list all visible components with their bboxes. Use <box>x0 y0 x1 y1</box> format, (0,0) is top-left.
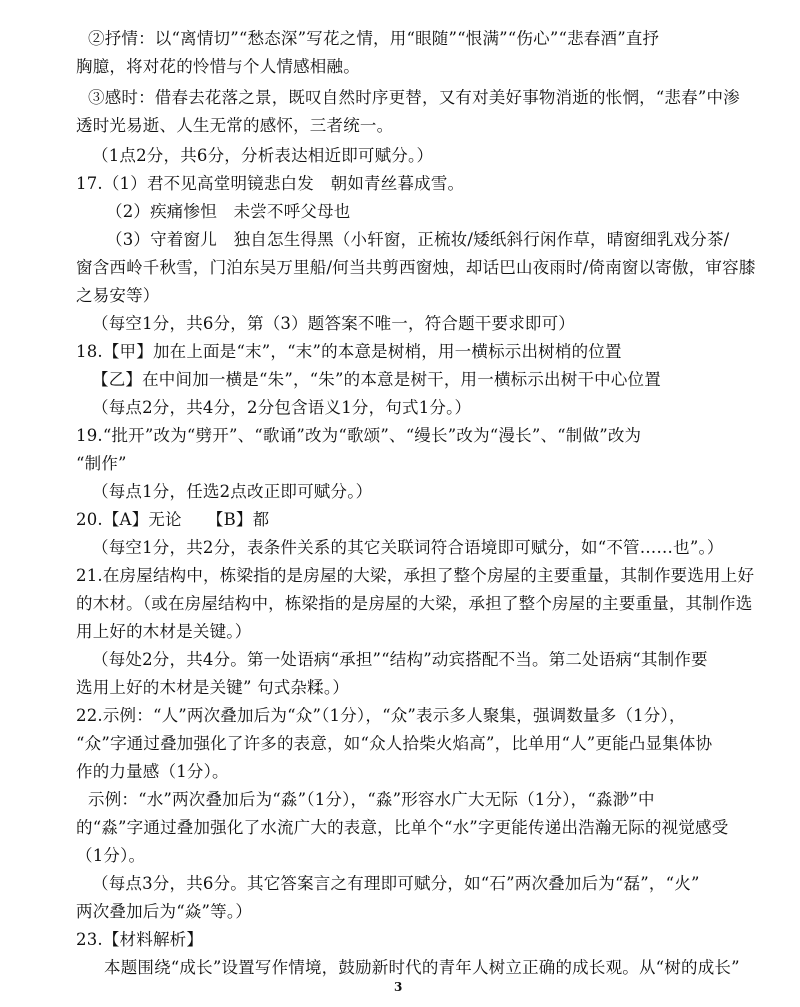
line-q22-example2-c: （1分）。 <box>76 846 146 865</box>
line-q17-1: 17.（1）君不见高堂明镜悲白发 朝如青丝暮成雪。 <box>76 174 465 193</box>
line-q21-2: 的木材。（或在房屋结构中，栋梁指的是房屋的大梁，承担了整个房屋的主要重量，其制作选 <box>76 594 753 613</box>
line-q16-scoring: （1点2分，共6分，分析表达相近即可赋分。） <box>92 146 434 165</box>
line-q20-scoring: （每空1分，共2分，表条件关系的其它关联词符合语境即可赋分，如“不管……也”。） <box>92 538 724 557</box>
line-q19-1: 19.“批开”改为“劈开”、“歌诵”改为“歌颂”、“缦长”改为“漫长”、“制做”改为 <box>76 426 642 445</box>
line-q19-2: “制作” <box>76 454 127 473</box>
line-q18-a: 18.【甲】加在上面是“末”，“末”的本意是树梢，用一横标示出树梢的位置 <box>76 342 622 361</box>
line-q16-lyric-2: 胸臆，将对花的怜惜与个人情感相融。 <box>76 57 360 76</box>
line-q22-scoring-1: （每点3分，共6分。其它答案言之有理即可赋分，如“石”两次叠加后为“磊”，“火” <box>92 874 700 893</box>
line-q17-2: （2）疾痛惨怛 未尝不呼父母也 <box>106 202 351 221</box>
line-q22-example2-a: 示例：“水”两次叠加后为“淼”（1分），“淼”形容水广大无际（1分），“淼渺”中 <box>88 790 655 809</box>
line-q17-3b: 窗含西岭千秋雪，门泊东吴万里船/何当共剪西窗烛，却话巴山夜雨时/倚南窗以寄傲，审容膝 <box>76 258 756 277</box>
line-q19-scoring: （每点1分，任选2点改正即可赋分。） <box>92 482 373 501</box>
line-q23-heading: 23.【材料解析】 <box>76 930 204 949</box>
line-q16-emotion-1: ③感时：借春去花落之景，既叹自然时序更替，又有对美好事物消逝的怅惘，“悲春”中渗 <box>88 88 740 107</box>
line-q21-scoring-1: （每处2分，共4分。第一处语病“承担”“结构”动宾搭配不当。第二处语病“其制作要 <box>92 650 708 669</box>
line-q22-example1-a: 22.示例：“人”两次叠加后为“众”（1分），“众”表示多人聚集，强调数量多（1分）， <box>76 706 686 725</box>
line-q16-emotion-2: 透时光易逝、人生无常的感怀，三者统一。 <box>76 116 394 135</box>
line-q18-b: 【乙】在中间加一横是“朱”，“朱”的本意是树干，用一横标示出树干中心位置 <box>92 370 661 389</box>
line-q20: 20.【A】无论 【B】都 <box>76 510 270 529</box>
line-q17-3c: 之易安等） <box>76 286 160 305</box>
line-q22-example2-b: 的“淼”字通过叠加强化了水流广大的表意，比单个“水”字更能传递出浩瀚无际的视觉感受 <box>76 818 729 837</box>
line-q17-3a: （3）守着窗儿 独自怎生得黑（小轩窗，正梳妆/矮纸斜行闲作草，晴窗细乳戏分茶/ <box>106 230 730 249</box>
line-q18-scoring: （每点2分，共4分，2分包含语义1分，句式1分。） <box>92 398 472 417</box>
line-q22-scoring-2: 两次叠加后为“焱”等。） <box>76 902 253 921</box>
line-q16-lyric-1: ②抒情：以“离情切”“愁态深”写花之情，用“眼随”“恨满”“伤心”“悲春酒”直抒 <box>88 29 660 48</box>
line-q17-scoring: （每空1分，共6分，第（3）题答案不唯一，符合题干要求即可） <box>92 314 575 333</box>
line-q21-3: 用上好的木材是关键。） <box>76 622 252 641</box>
line-q21-scoring-2: 选用上好的木材是关键” 句式杂糅。） <box>76 678 350 697</box>
line-q21-1: 21.在房屋结构中，栋梁指的是房屋的大梁，承担了整个房屋的主要重量，其制作要选用上好 <box>76 566 755 585</box>
line-q22-example1-b: “众”字通过叠加强化了许多的表意，如“众人拾柴火焰高”，比单用“人”更能凸显集体协 <box>76 734 713 753</box>
line-q22-example1-c: 作的力量感（1分）。 <box>76 762 229 781</box>
line-q23-analysis: 本题围绕“成长”设置写作情境，鼓励新时代的青年人树立正确的成长观。从“树的成长” <box>104 958 740 977</box>
page-number: 3 <box>394 980 403 994</box>
